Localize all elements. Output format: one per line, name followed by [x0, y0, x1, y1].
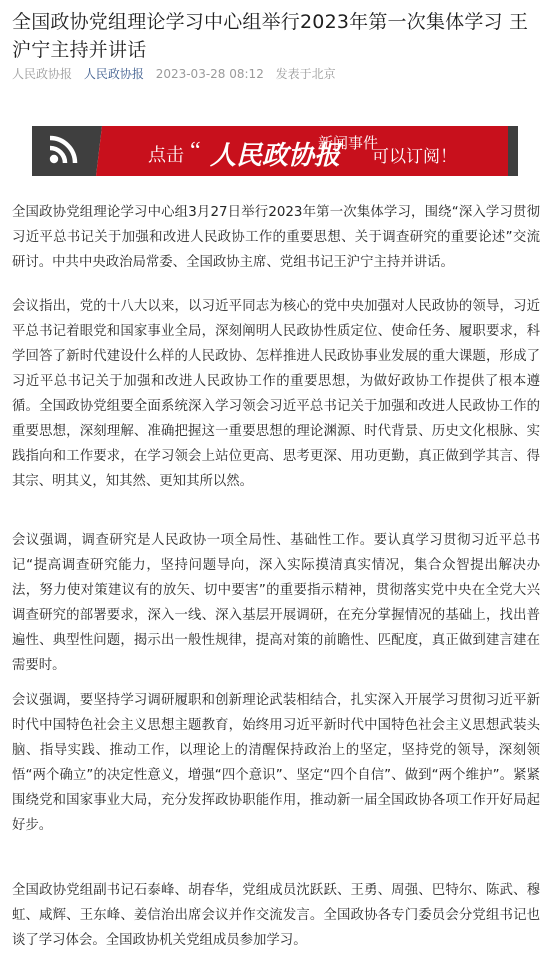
- paragraph: 会议指出，党的十八大以来，以习近平同志为核心的党中央加强对人民政协的领导，习近平总书记着眼党和国家事业全局，深刻阐明人民政协性质定位、使命任务、履职要求，科学回答了新时代建设什么样的人民政协、怎样推进人民政协事业发展的重大课题，形成了习近平总书记关于加强和改进人民政协工作的重要思想，为做好政协工作提供了根本遵循。全国政协党组要全面系统深入学习领会习近平总书记关于加强和改进人民政协工作的重要思想，深刻理解、准确把握这一重要思想的理论渊源、时代背景、历史文化根脉、实践指向和工作要求，在学习领会上站位更高、思考更深、用功更勤，真正做到学其言、得其宗、明其义，知其然、更知其所以然。: [12, 299, 540, 489]
- account-link[interactable]: 人民政协报: [83, 67, 144, 81]
- banner-overlay-text: 新闻事件: [318, 135, 379, 152]
- banner-quote: “: [190, 138, 201, 164]
- publish-location: 发表于北京: [275, 67, 336, 81]
- paragraph: 全国政协党组副书记石泰峰、胡春华，党组成员沈跃跃、王勇、周强、巴特尔、陈武、穆虹、咸辉、王东峰、姜信治出席会议并作交流发言。全国政协各专门委员会分党组书记也谈了学习体会。全国政协机关党组成员参加学习。: [12, 883, 540, 948]
- banner-prefix: 点击: [148, 145, 184, 165]
- paragraph: 全国政协党组理论学习中心组3月27日举行2023年第一次集体学习，围绕“深入学习贯彻习近平总书记关于加强和改进人民政协工作的重要思想、关于调查研究的重要论述”交流研讨。中共中央政治局常委、全国政协主席、党组书记王沪宁主持并讲话。: [12, 205, 540, 270]
- paragraph: 会议强调，调查研究是人民政协一项全局性、基础性工作。要认真学习贯彻习近平总书记“提高调查研究能力，坚持问题导向，深入实际摸清真实情况，集合众智提出解决办法，努力使对策建议有的放矢、切中要害”的重要指示精神，贯彻落实党中央在全党大兴调查研究的部署要求，深入一线、深入基层开展调研，在充分掌握情况的基础上，找出普遍性、典型性问题，揭示出一般性规律，提高对策的前瞻性、匹配度，真正做到建言建在需要时。: [12, 533, 540, 673]
- paragraph: 会议强调，要坚持学习调研履职和创新理论武装相结合，扎实深入开展学习贯彻习近平新时代中国特色社会主义思想主题教育，始终用习近平新时代中国特色社会主义思想武装头脑、指导实践、推动工作，以理论上的清醒保持政治上的坚定，坚持党的领导，深刻领悟“两个确立”的决定性意义，增强“四个意识”、坚定“四个自信”、做到“两个维护”。紧紧围绕党和国家事业大局，充分发挥政协职能作用，推动新一届全国政协各项工作开好局起好步。: [12, 693, 540, 833]
- banner-suffix: 可以订阅！: [372, 147, 457, 166]
- article-source: 人民政协报: [12, 67, 73, 81]
- article-meta: [12, 66, 344, 82]
- article-title: 全国政协党组理论学习中心组举行2023年第一次集体学习 王沪宁主持并讲话: [12, 11, 529, 61]
- banner-brand-logo: 人民政协报: [210, 141, 341, 171]
- subscribe-banner[interactable]: [32, 126, 518, 176]
- article-body: [12, 200, 540, 953]
- publish-time: 2023-03-28 08:12: [155, 67, 264, 81]
